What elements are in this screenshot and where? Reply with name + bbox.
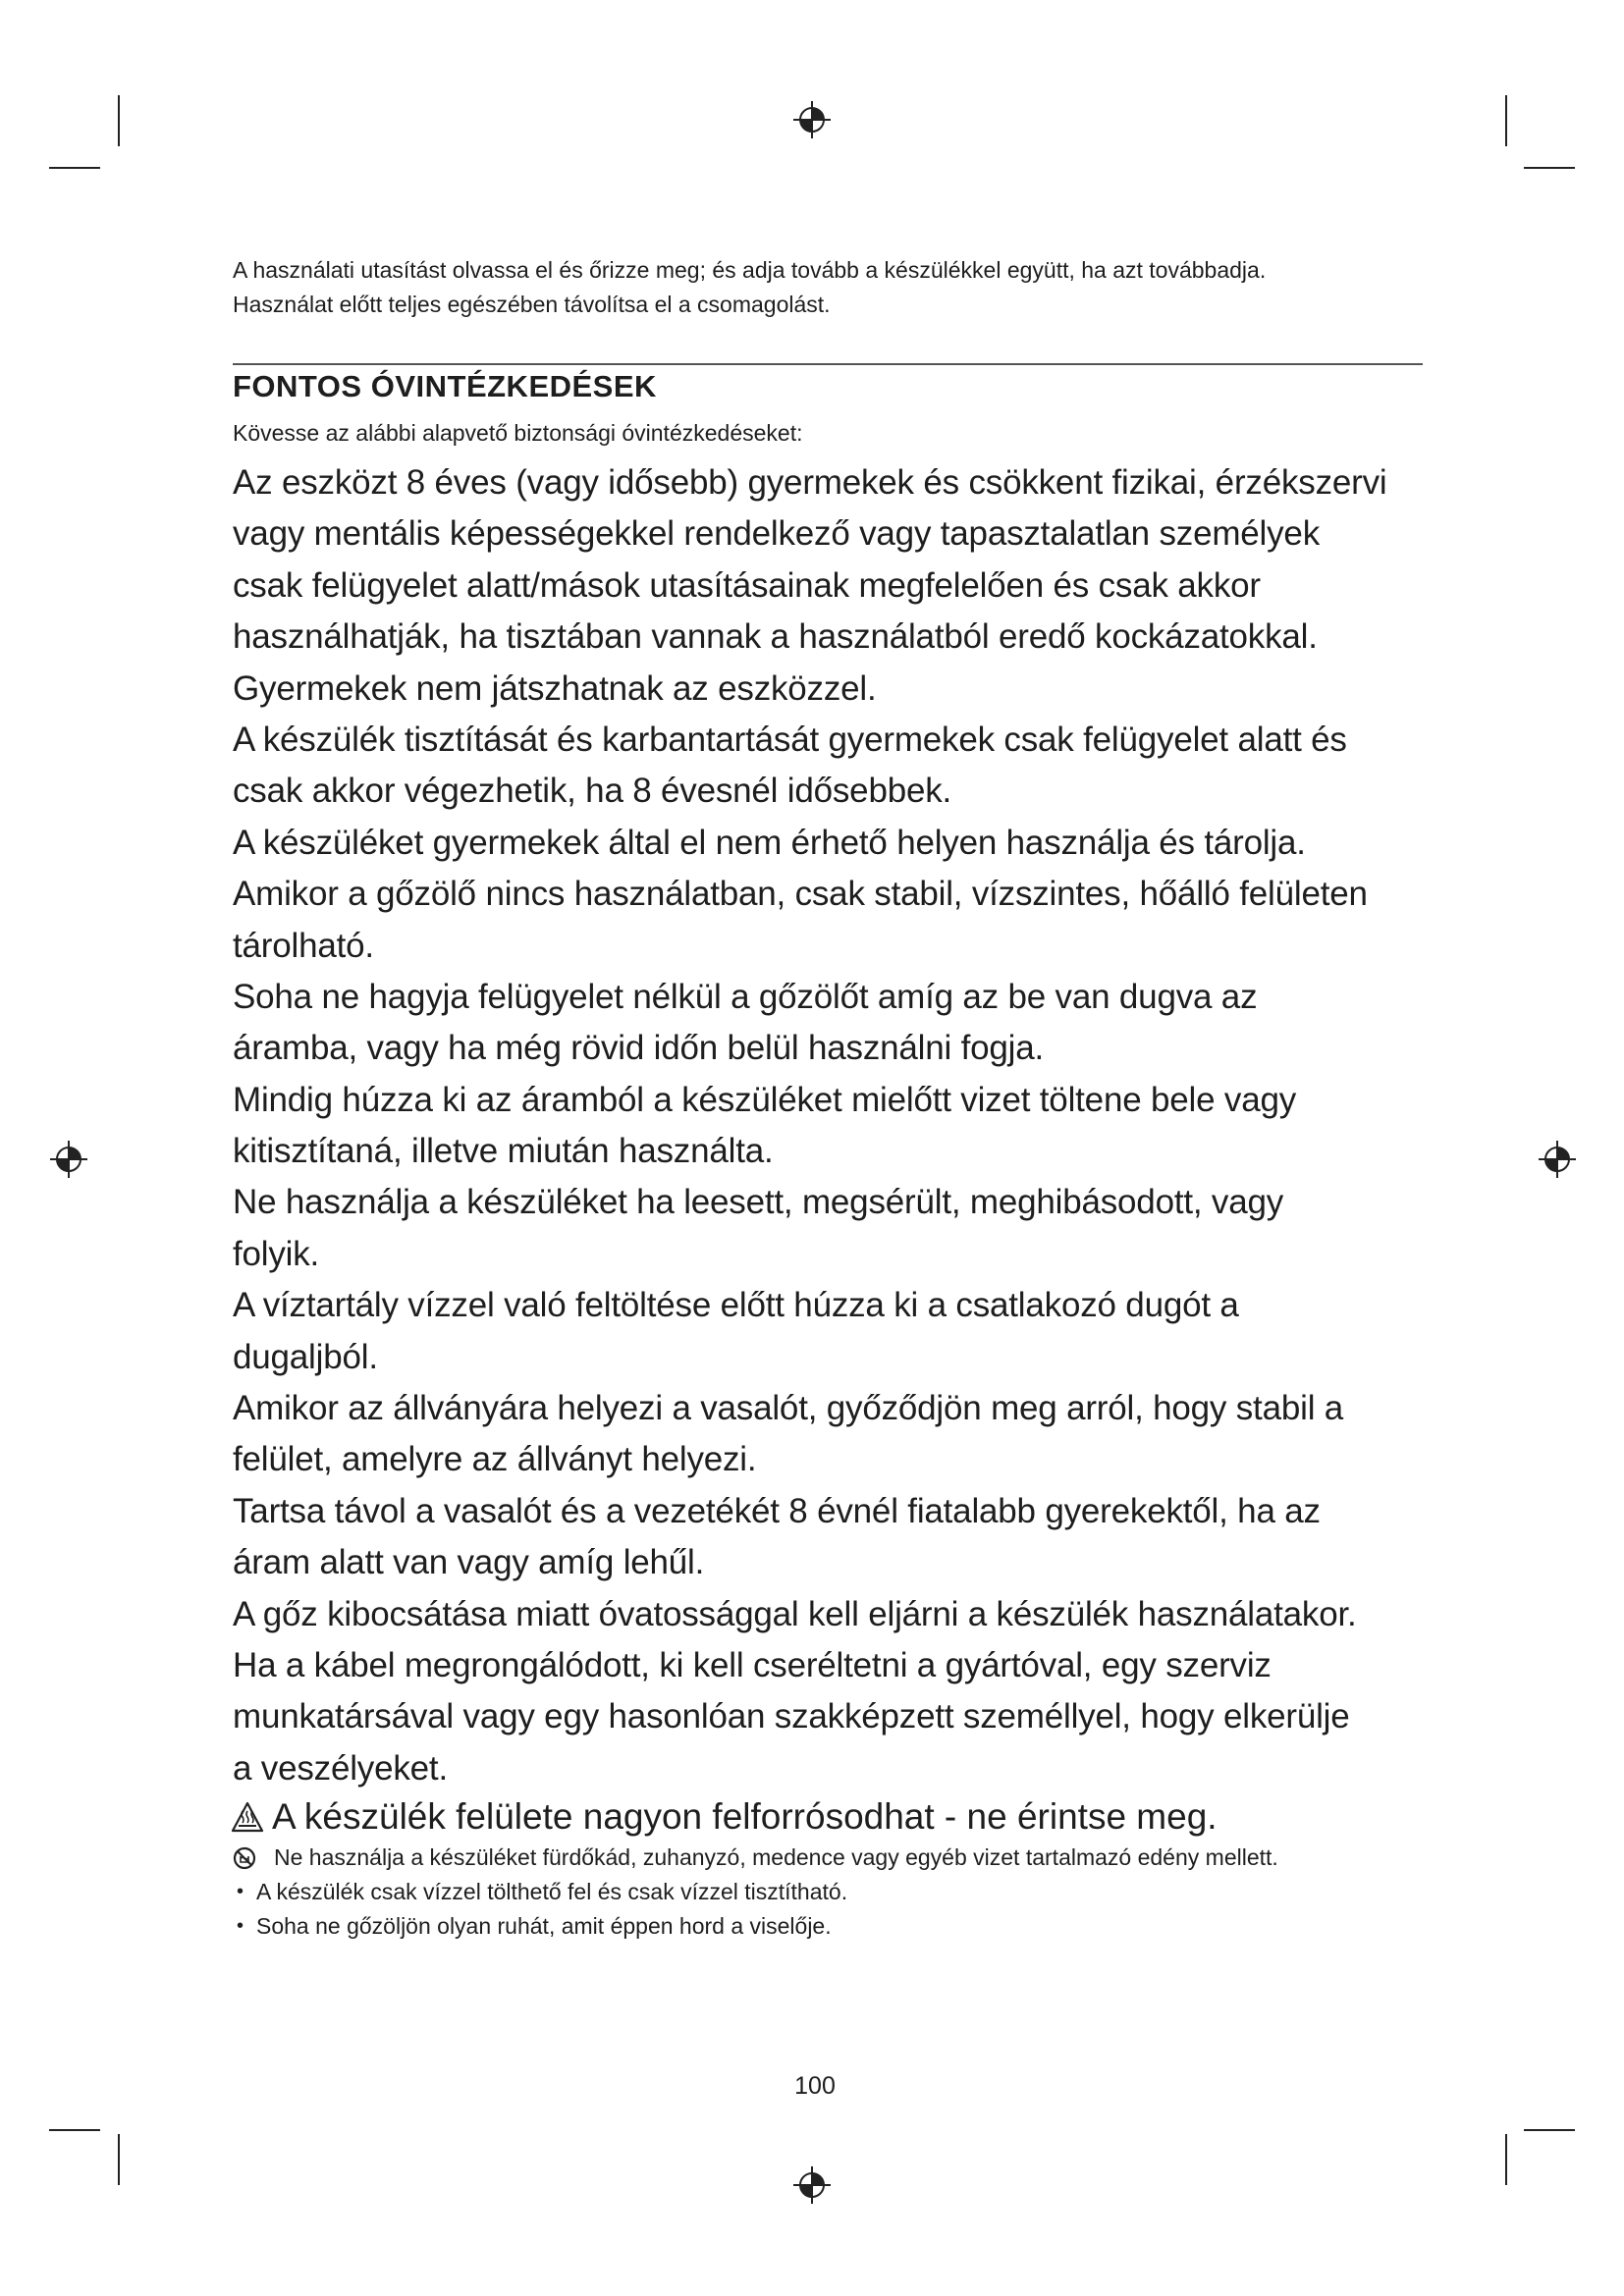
safety-line: kitisztítaná, illetve miután használta.: [233, 1132, 774, 1171]
bullet-text: Soha ne gőzöljön olyan ruhát, amit éppen hord a viselője.: [256, 1913, 832, 1939]
safety-line: a veszélyeket.: [233, 1748, 448, 1788]
registration-mark-left-icon: [49, 1140, 88, 1179]
safety-line: Tartsa távol a vasalót és a vezetékét 8 évnél fiatalabb gyerekektől, ha az: [233, 1491, 1321, 1530]
safety-line: Amikor az állványára helyezi a vasalót, győződjön meg arról, hogy stabil a: [233, 1389, 1344, 1428]
crop-mark-top-left-vertical: [118, 95, 120, 146]
safety-line: áram alatt van vagy amíg lehűl.: [233, 1543, 705, 1582]
safety-line: dugaljból.: [233, 1337, 378, 1376]
crop-mark-top-right-horizontal: [1524, 167, 1575, 169]
bullet-marker: •: [237, 1881, 244, 1902]
prohibition-note: [233, 1844, 1278, 1871]
safety-line: tárolható.: [233, 926, 374, 965]
safety-line: csak akkor végezhetik, ha 8 évesnél idősebbek.: [233, 772, 952, 811]
section-heading: FONTOS ÓVINTÉZKEDÉSEK: [233, 369, 657, 403]
safety-line: Az eszközt 8 éves (vagy idősebb) gyermekek és csökkent fizikai, érzékszervi: [233, 463, 1387, 502]
intro-paragraph: [233, 253, 1431, 322]
section-divider: [233, 363, 1423, 365]
safety-line: A gőz kibocsátása miatt óvatossággal kell eljárni a készülék használatakor.: [233, 1594, 1357, 1633]
bullet-item: [233, 1913, 832, 1940]
hot-surface-warning-text: A készülék felülete nagyon felforrósodhat - ne érintse meg.: [272, 1796, 1218, 1837]
page-number: 100: [794, 2072, 836, 2100]
bullet-text: A készülék csak vízzel tölthető fel és csak vízzel tisztítható.: [256, 1879, 848, 1904]
safety-line: A víztartály vízzel való feltöltése előtt húzza ki a csatlakozó dugót a: [233, 1286, 1239, 1325]
bullet-item: [233, 1879, 847, 1905]
crop-mark-bottom-right-vertical: [1505, 2134, 1507, 2185]
safety-line: A készülék tisztítását és karbantartását gyermekek csak felügyelet alatt és: [233, 720, 1347, 759]
crop-mark-bottom-left-horizontal: [49, 2129, 100, 2131]
registration-mark-right-icon: [1538, 1140, 1577, 1179]
safety-line: A készüléket gyermekek által el nem érhető helyen használja és tárolja.: [233, 823, 1306, 862]
safety-line: áramba, vagy ha még rövid időn belül használni fogja.: [233, 1029, 1045, 1068]
intro-line: Használat előtt teljes egészében távolítsa el a csomagolást.: [233, 292, 831, 317]
crop-mark-bottom-left-vertical: [118, 2134, 120, 2185]
safety-line: Soha ne hagyja felügyelet nélkül a gőzölőt amíg az be van dugva az: [233, 977, 1258, 1016]
registration-mark-top-icon: [792, 100, 832, 139]
safety-line: csak felügyelet alatt/mások utasításainak megfelelően és csak akkor: [233, 565, 1261, 605]
hot-surface-warning: [231, 1796, 1218, 1838]
safety-line: Ne használja a készüléket ha leesett, megsérült, meghibásodott, vagy: [233, 1183, 1284, 1222]
safety-line: Ha a kábel megrongálódott, ki kell cseréltetni a gyártóval, egy szerviz: [233, 1645, 1272, 1684]
safety-line: vagy mentális képességekkel rendelkező vagy tapasztalatlan személyek: [233, 514, 1320, 554]
safety-line: felület, amelyre az állványt helyezi.: [233, 1440, 757, 1479]
safety-line: folyik.: [233, 1234, 320, 1273]
crop-mark-top-left-horizontal: [49, 167, 100, 169]
intro-line: A használati utasítást olvassa el és őrizze meg; és adja tovább a készülékkel együtt, ha azt továbbadja.: [233, 257, 1267, 283]
crop-mark-bottom-right-horizontal: [1524, 2129, 1575, 2131]
prohibition-text: Ne használja a készüléket fürdőkád, zuhanyzó, medence vagy egyéb vizet tartalmazó edény mellett.: [274, 1844, 1278, 1870]
safety-line: használhatják, ha tisztában vannak a használatból eredő kockázatokkal.: [233, 617, 1318, 657]
safety-line: Mindig húzza ki az áramból a készüléket mielőtt vizet töltene bele vagy: [233, 1080, 1297, 1119]
safety-instructions: [233, 457, 1450, 1794]
no-water-container-icon: [233, 1846, 256, 1870]
hot-surface-warning-icon: [231, 1801, 264, 1833]
safety-line: munkatársával vagy egy hasonlóan szakképzett személlyel, hogy elkerülje: [233, 1697, 1350, 1736]
bullet-marker: •: [237, 1915, 244, 1937]
section-subheading: Kövesse az alábbi alapvető biztonsági óvintézkedéseket:: [233, 420, 803, 446]
registration-mark-bottom-icon: [792, 2165, 832, 2205]
safety-line: Gyermekek nem játszhatnak az eszközzel.: [233, 668, 877, 708]
crop-mark-top-right-vertical: [1505, 95, 1507, 146]
safety-line: Amikor a gőzölő nincs használatban, csak stabil, vízszintes, hőálló felületen: [233, 875, 1368, 914]
